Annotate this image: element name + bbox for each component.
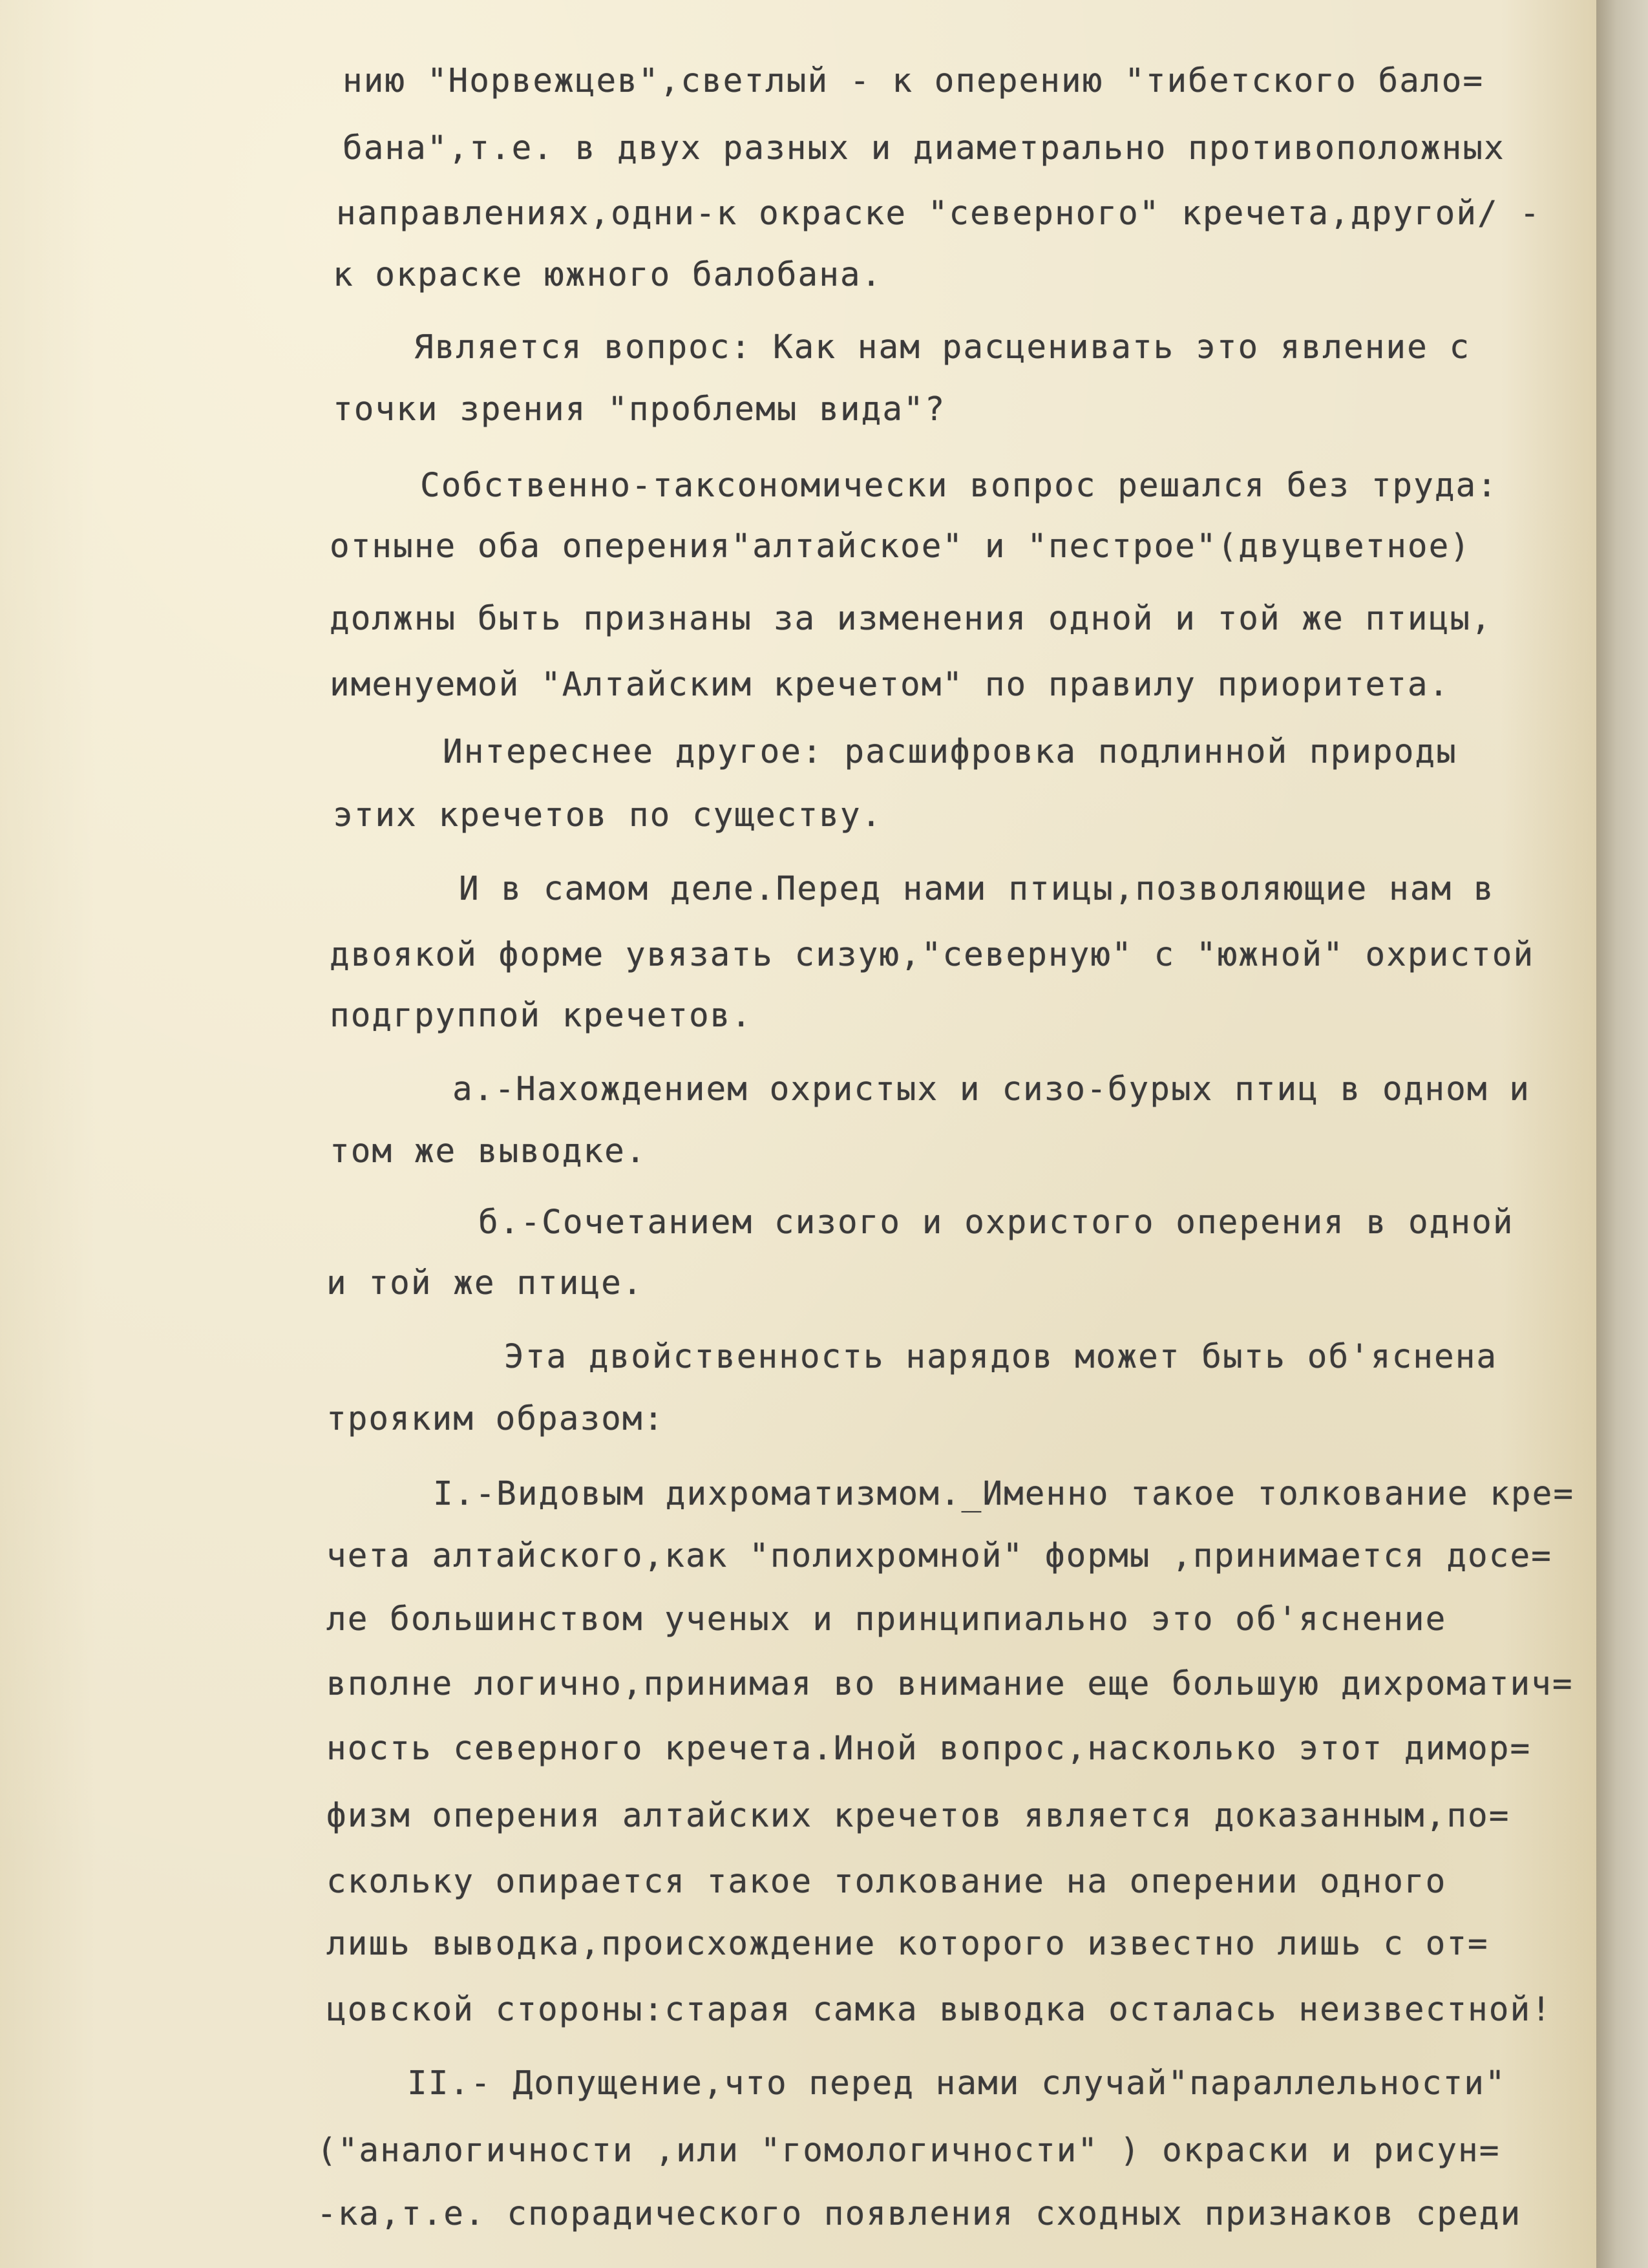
text-line: Собственно-таксономически вопрос решался без труда:: [420, 467, 1498, 505]
text-line: Является вопрос: Как нам расценивать это явление с: [414, 328, 1471, 366]
text-line: том же выводке.: [330, 1132, 647, 1171]
text-line: а.-Нахождением охристых и сизо-бурых птиц в одном и: [452, 1070, 1530, 1108]
text-line: лишь выводка,происхождение которого известно лишь с от=: [326, 1925, 1489, 1963]
text-line: чета алтайского,как "полихромной" формы ,принимается досе=: [326, 1537, 1552, 1575]
text-line: двоякой форме увязать сизую,"северную" с "южной" охристой: [330, 936, 1535, 974]
text-line: ("аналогичности ,или "гомологичности" ) окраски и рисун=: [317, 2132, 1501, 2170]
page-edge-background: [1596, 0, 1648, 2268]
text-line: подгруппой кречетов.: [330, 997, 753, 1035]
text-line: именуемой "Алтайским кречетом" по правилу приоритета.: [330, 666, 1450, 704]
text-line: направлениях,одни-к окраске "северного" кречета,другой/ -: [336, 195, 1541, 233]
text-line: отныне оба оперения"алтайское" и "пестрое"(двуцветное): [330, 527, 1472, 566]
text-line: цовской стороны:старая самка выводка осталась неизвестной!: [326, 1991, 1552, 2029]
text-line: I.-Видовым дихроматизмом._Именно такое толкование кре=: [433, 1475, 1575, 1513]
text-line: скольку опирается такое толкование на оперении одного: [326, 1863, 1447, 1901]
text-line: точки зрения "проблемы вида"?: [333, 390, 946, 429]
text-line: физм оперения алтайских кречетов является доказанным,по=: [326, 1797, 1510, 1835]
text-line: Интереснее другое: расшифровка подлинной природы: [443, 733, 1457, 771]
text-line: нию "Норвежцев",светлый - к оперению "тибетского бало=: [343, 62, 1484, 100]
text-line: II.- Допущение,что перед нами случай"параллельности": [407, 2064, 1506, 2103]
text-line: И в самом деле.Перед нами птицы,позволяющие нам в: [459, 870, 1495, 908]
text-line: б.-Сочетанием сизого и охристого оперения в одной: [478, 1203, 1514, 1242]
text-line: трояким образом:: [326, 1400, 665, 1438]
text-line: бана",т.е. в двух разных и диаметрально противоположных: [343, 129, 1505, 167]
text-line: этих кречетов по существу.: [333, 796, 883, 834]
text-line: Эта двойственность нарядов может быть об'яснена: [504, 1338, 1498, 1376]
text-line: вполне логично,принимая во внимание еще большую дихроматич=: [326, 1665, 1574, 1703]
text-line: и той же птице.: [326, 1264, 644, 1302]
text-line: ность северного кречета.Иной вопрос,насколько этот димор=: [326, 1730, 1532, 1768]
text-line: ле большинством ученых и принципиально это об'яснение: [326, 1600, 1447, 1638]
text-line: -ка,т.е. спорадического появления сходных признаков среди: [317, 2195, 1522, 2233]
text-line: должны быть признаны за изменения одной и той же птицы,: [330, 600, 1492, 638]
text-line: к окраске южного балобана.: [333, 256, 883, 294]
